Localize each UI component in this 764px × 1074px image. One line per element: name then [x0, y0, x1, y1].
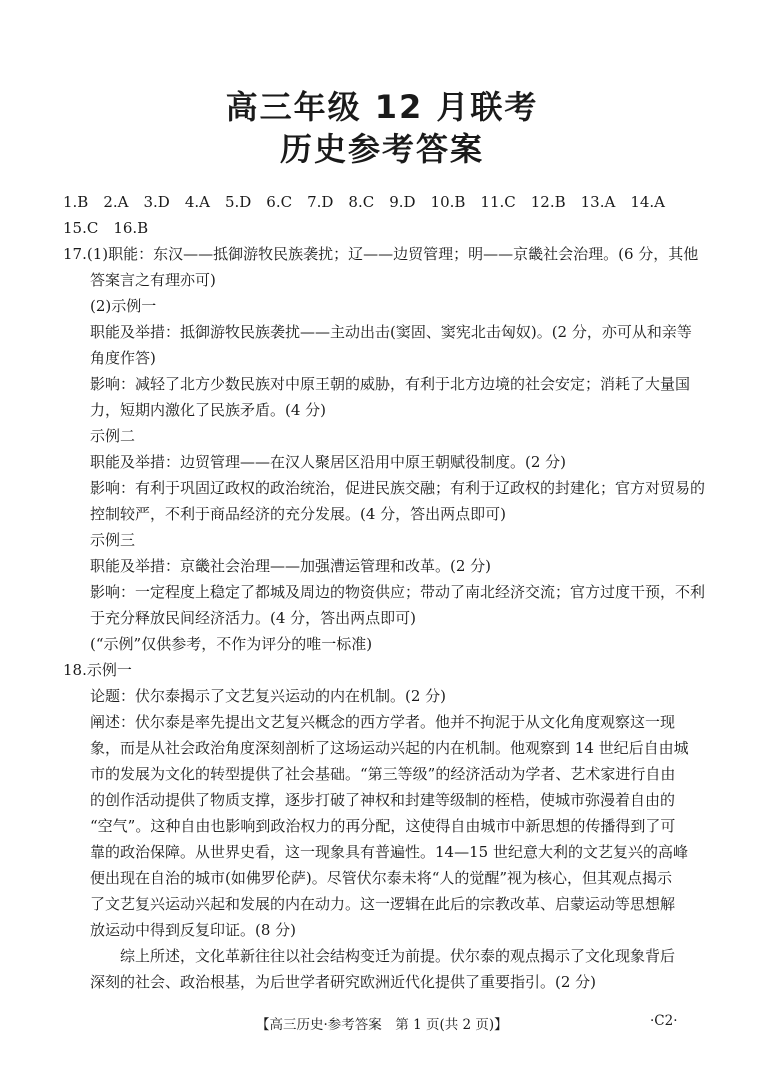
q17-line: 角度作答)	[90, 349, 156, 367]
q18-line: 论题：伏尔泰揭示了文艺复兴运动的内在机制。(2 分)	[90, 687, 447, 705]
q18-line: 综上所述，文化革新往往以社会结构变迁为前提。伏尔泰的观点揭示了文化现象背后	[120, 947, 676, 965]
q17-line: 17.(1)职能：东汉——抵御游牧民族袭扰；辽——边贸管理；明——京畿社会治理。(6 分，其他	[63, 245, 699, 263]
q17-line: 于充分释放民间经济活力。(4 分，答出两点即可)	[90, 609, 417, 627]
q18-line: “空气”。这种自由也影响到政治权力的再分配，这使得自由城市中新思想的传播得到了可	[90, 817, 676, 835]
q18-line: 象，而是从社会政治角度深刻剖析了这场运动兴起的内在机制。他观察到 14 世纪后自由城	[90, 739, 689, 757]
q17-line: 影响：有利于巩固辽政权的政治统治，促进民族交融；有利于辽政权的封建化；官方对贸易的	[90, 479, 706, 497]
q18-line: 便出现在自治的城市(如佛罗伦萨)。尽管伏尔泰未将“人的觉醒”视为核心，但其观点揭示	[90, 869, 673, 887]
mc-answers-row2: 15.C 16.B	[63, 219, 149, 237]
q18-line: 市的发展为文化的转型提供了社会基础。“第三等级”的经济活动为学者、艺术家进行自由	[90, 765, 676, 783]
q17-line: 影响：减轻了北方少数民族对中原王朝的威胁，有利于北方边境的社会安定；消耗了大量国	[90, 375, 691, 393]
q18-line: 的创作活动提供了物质支撑，逐步打破了神权和封建等级制的桎梏，使城市弥漫着自由的	[90, 791, 676, 809]
q17-line: 职能及举措：边贸管理——在汉人聚居区沿用中原王朝赋役制度。(2 分)	[90, 453, 567, 471]
q18-line: 放运动中得到反复印证。(8 分)	[90, 921, 297, 939]
q17-line: 示例三	[90, 531, 136, 549]
q17-line: 答案言之有理亦可)	[90, 271, 216, 289]
q17-line: 控制较严，不利于商品经济的充分发展。(4 分，答出两点即可)	[90, 505, 507, 523]
page-title: 高三年级 12 月联考	[225, 88, 539, 126]
q18-line: 深刻的社会、政治根基，为后世学者研究欧洲近代化提供了重要指引。(2 分)	[90, 973, 597, 991]
q17-line: 示例二	[90, 427, 136, 445]
q18-line: 靠的政治保障。从世界史看，这一现象具有普遍性。14—15 世纪意大利的文艺复兴的高峰	[90, 843, 688, 861]
q18-line: 阐述：伏尔泰是率先提出文艺复兴概念的西方学者。他并不拘泥于从文化角度观察这一现	[90, 713, 676, 731]
page-code: ·C2·	[650, 1013, 678, 1029]
q18-line: 18.示例一	[63, 661, 132, 679]
q18-line: 了文艺复兴运动兴起和发展的内在动力。这一逻辑在此后的宗教改革、启蒙运动等思想解	[90, 895, 676, 913]
page-footer: 【高三历史·参考答案 第 1 页(共 2 页)】	[256, 1017, 508, 1033]
q17-line: 职能及举措：京畿社会治理——加强漕运管理和改革。(2 分)	[90, 557, 492, 575]
q17-line: (2)示例一	[90, 297, 157, 315]
mc-answers-row1: 1.B 2.A 3.D 4.A 5.D 6.C 7.D 8.C 9.D 10.B 11.C 12.B 13.A 14.A	[63, 193, 666, 211]
q17-line: 职能及举措：抵御游牧民族袭扰——主动出击(窦固、窦宪北击匈奴)。(2 分，亦可从和亲等	[90, 323, 692, 341]
q17-line: 力，短期内激化了民族矛盾。(4 分)	[90, 401, 327, 419]
page-subtitle: 历史参考答案	[279, 130, 484, 168]
q17-note: (“示例”仅供参考，不作为评分的唯一标准)	[90, 635, 373, 653]
q17-line: 影响：一定程度上稳定了都城及周边的物资供应；带动了南北经济交流；官方过度干预，不利	[90, 583, 706, 601]
